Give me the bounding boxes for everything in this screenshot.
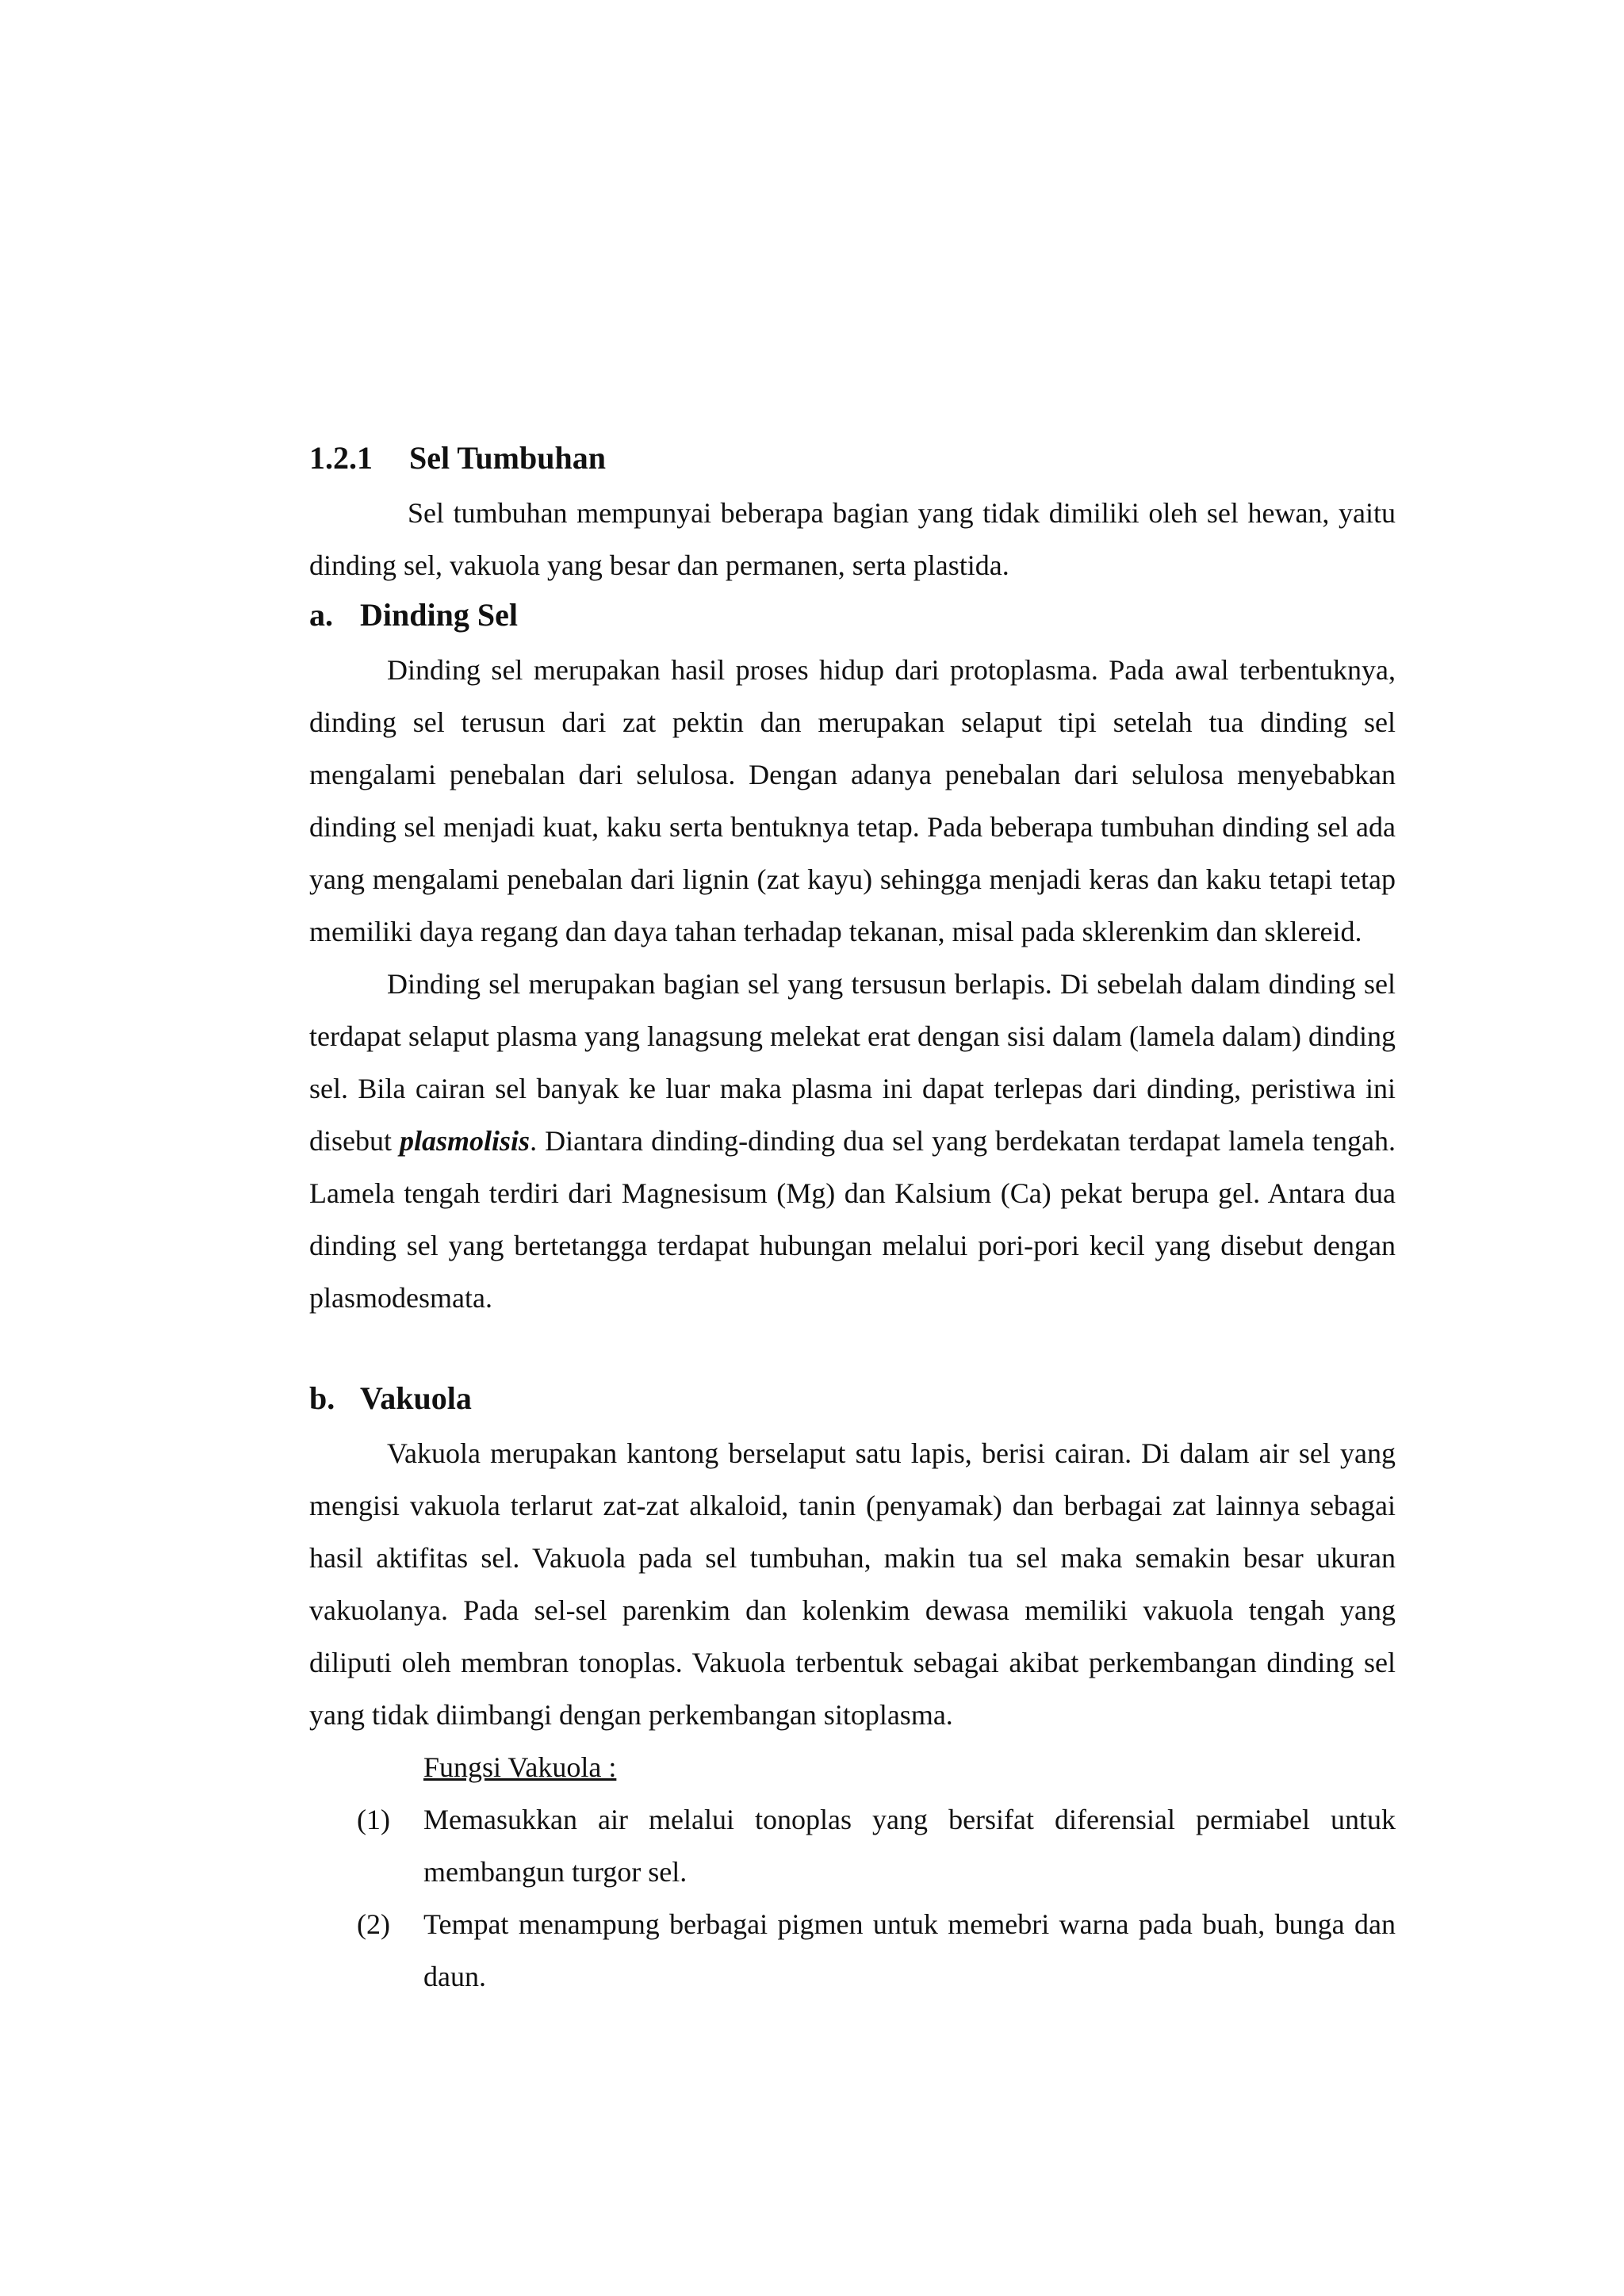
subsection-title: Dinding Sel [360,597,518,633]
fungsi-vakuola-list [309,1793,1396,2003]
subsection-title: Vakuola [360,1380,472,1416]
section-heading [309,434,1396,487]
subsection-letter: b. [309,1380,335,1416]
page-content [309,434,1396,2003]
list-item-text: Tempat menampung berbagai pigmen untuk memebri warna pada buah, bunga dan daun. [423,1908,1396,1992]
list-item [309,1793,1396,1898]
list-item-text: Memasukkan air melalui tonoplas yang bersifat diferensial permiabel untuk membangun turgor sel. [423,1804,1396,1888]
dinding-sel-paragraph-1: Dinding sel merupakan hasil proses hidup dari protoplasma. Pada awal terbentuknya, dinding sel terusun dari zat pektin dan merupakan selaput tipi setelah tua dinding sel mengalami penebalan dari selulosa. Dengan adanya penebalan dari selulosa menyebabkan dinding sel menjadi kuat, kaku serta bentuknya tetap. Pada beberapa tumbuhan dinding sel ada yang mengalami penebalan dari lignin (zat kayu) sehingga menjadi keras dan kaku tetapi tetap memiliki daya regang dan daya tahan terhadap tekanan, misal pada sklerenkim dan sklereid. [309,654,1396,947]
section-intro-paragraph: Sel tumbuhan mempunyai beberapa bagian yang tidak dimiliki oleh sel hewan, yaitu dinding sel, vakuola yang besar dan permanen, serta plastida. [309,497,1396,581]
subsection-heading-vakuola [309,1375,1396,1427]
subsection-letter: a. [309,597,333,633]
term-plasmolisis: plasmolisis [400,1125,530,1157]
fungsi-vakuola-label: Fungsi Vakuola : [423,1751,617,1783]
spacer [309,1324,1396,1375]
paragraph-text: . Diantara dinding-dinding dua sel yang berdekatan terdapat lamela tengah. Lamela tengah terdiri dari Magnesisum (Mg) dan Kalsium (Ca) pekat berupa gel. Antara dua dinding sel yang bertetangga terdapat hubungan melalui pori-pori kecil yang disebut dengan plasmodesmata. [309,1125,1396,1314]
list-item [309,1898,1396,2003]
subsection-heading-dinding-sel [309,591,1396,644]
paragraph-text: Dinding sel merupakan bagian sel yang tersusun berlapis. Di sebelah dalam dinding sel terdapat selaput plasma yang lanagsung melekat erat dengan sisi dalam (lamela dalam) dinding sel. Bila cairan sel banyak ke luar maka plasma ini dapat terlepas dari dinding, peristiwa ini disebut [309,968,1396,1157]
list-marker: (2) [357,1908,390,1940]
list-marker: (1) [357,1804,390,1835]
section-title: Sel Tumbuhan [409,440,606,476]
section-number: 1.2.1 [309,440,373,476]
vakuola-paragraph-1: Vakuola merupakan kantong berselaput satu lapis, berisi cairan. Di dalam air sel yang mengisi vakuola terlarut zat-zat alkaloid, tanin (penyamak) dan berbagai zat lainnya sebagai hasil aktifitas sel. Vakuola pada sel tumbuhan, makin tua sel maka semakin besar ukuran vakuolanya. Pada sel-sel parenkim dan kolenkim dewasa memiliki vakuola tengah yang diliputi oleh membran tonoplas. Vakuola terbentuk sebagai akibat perkembangan dinding sel yang tidak diimbangi dengan perkembangan sitoplasma. [309,1437,1396,1731]
dinding-sel-paragraph-2 [309,958,1396,1324]
